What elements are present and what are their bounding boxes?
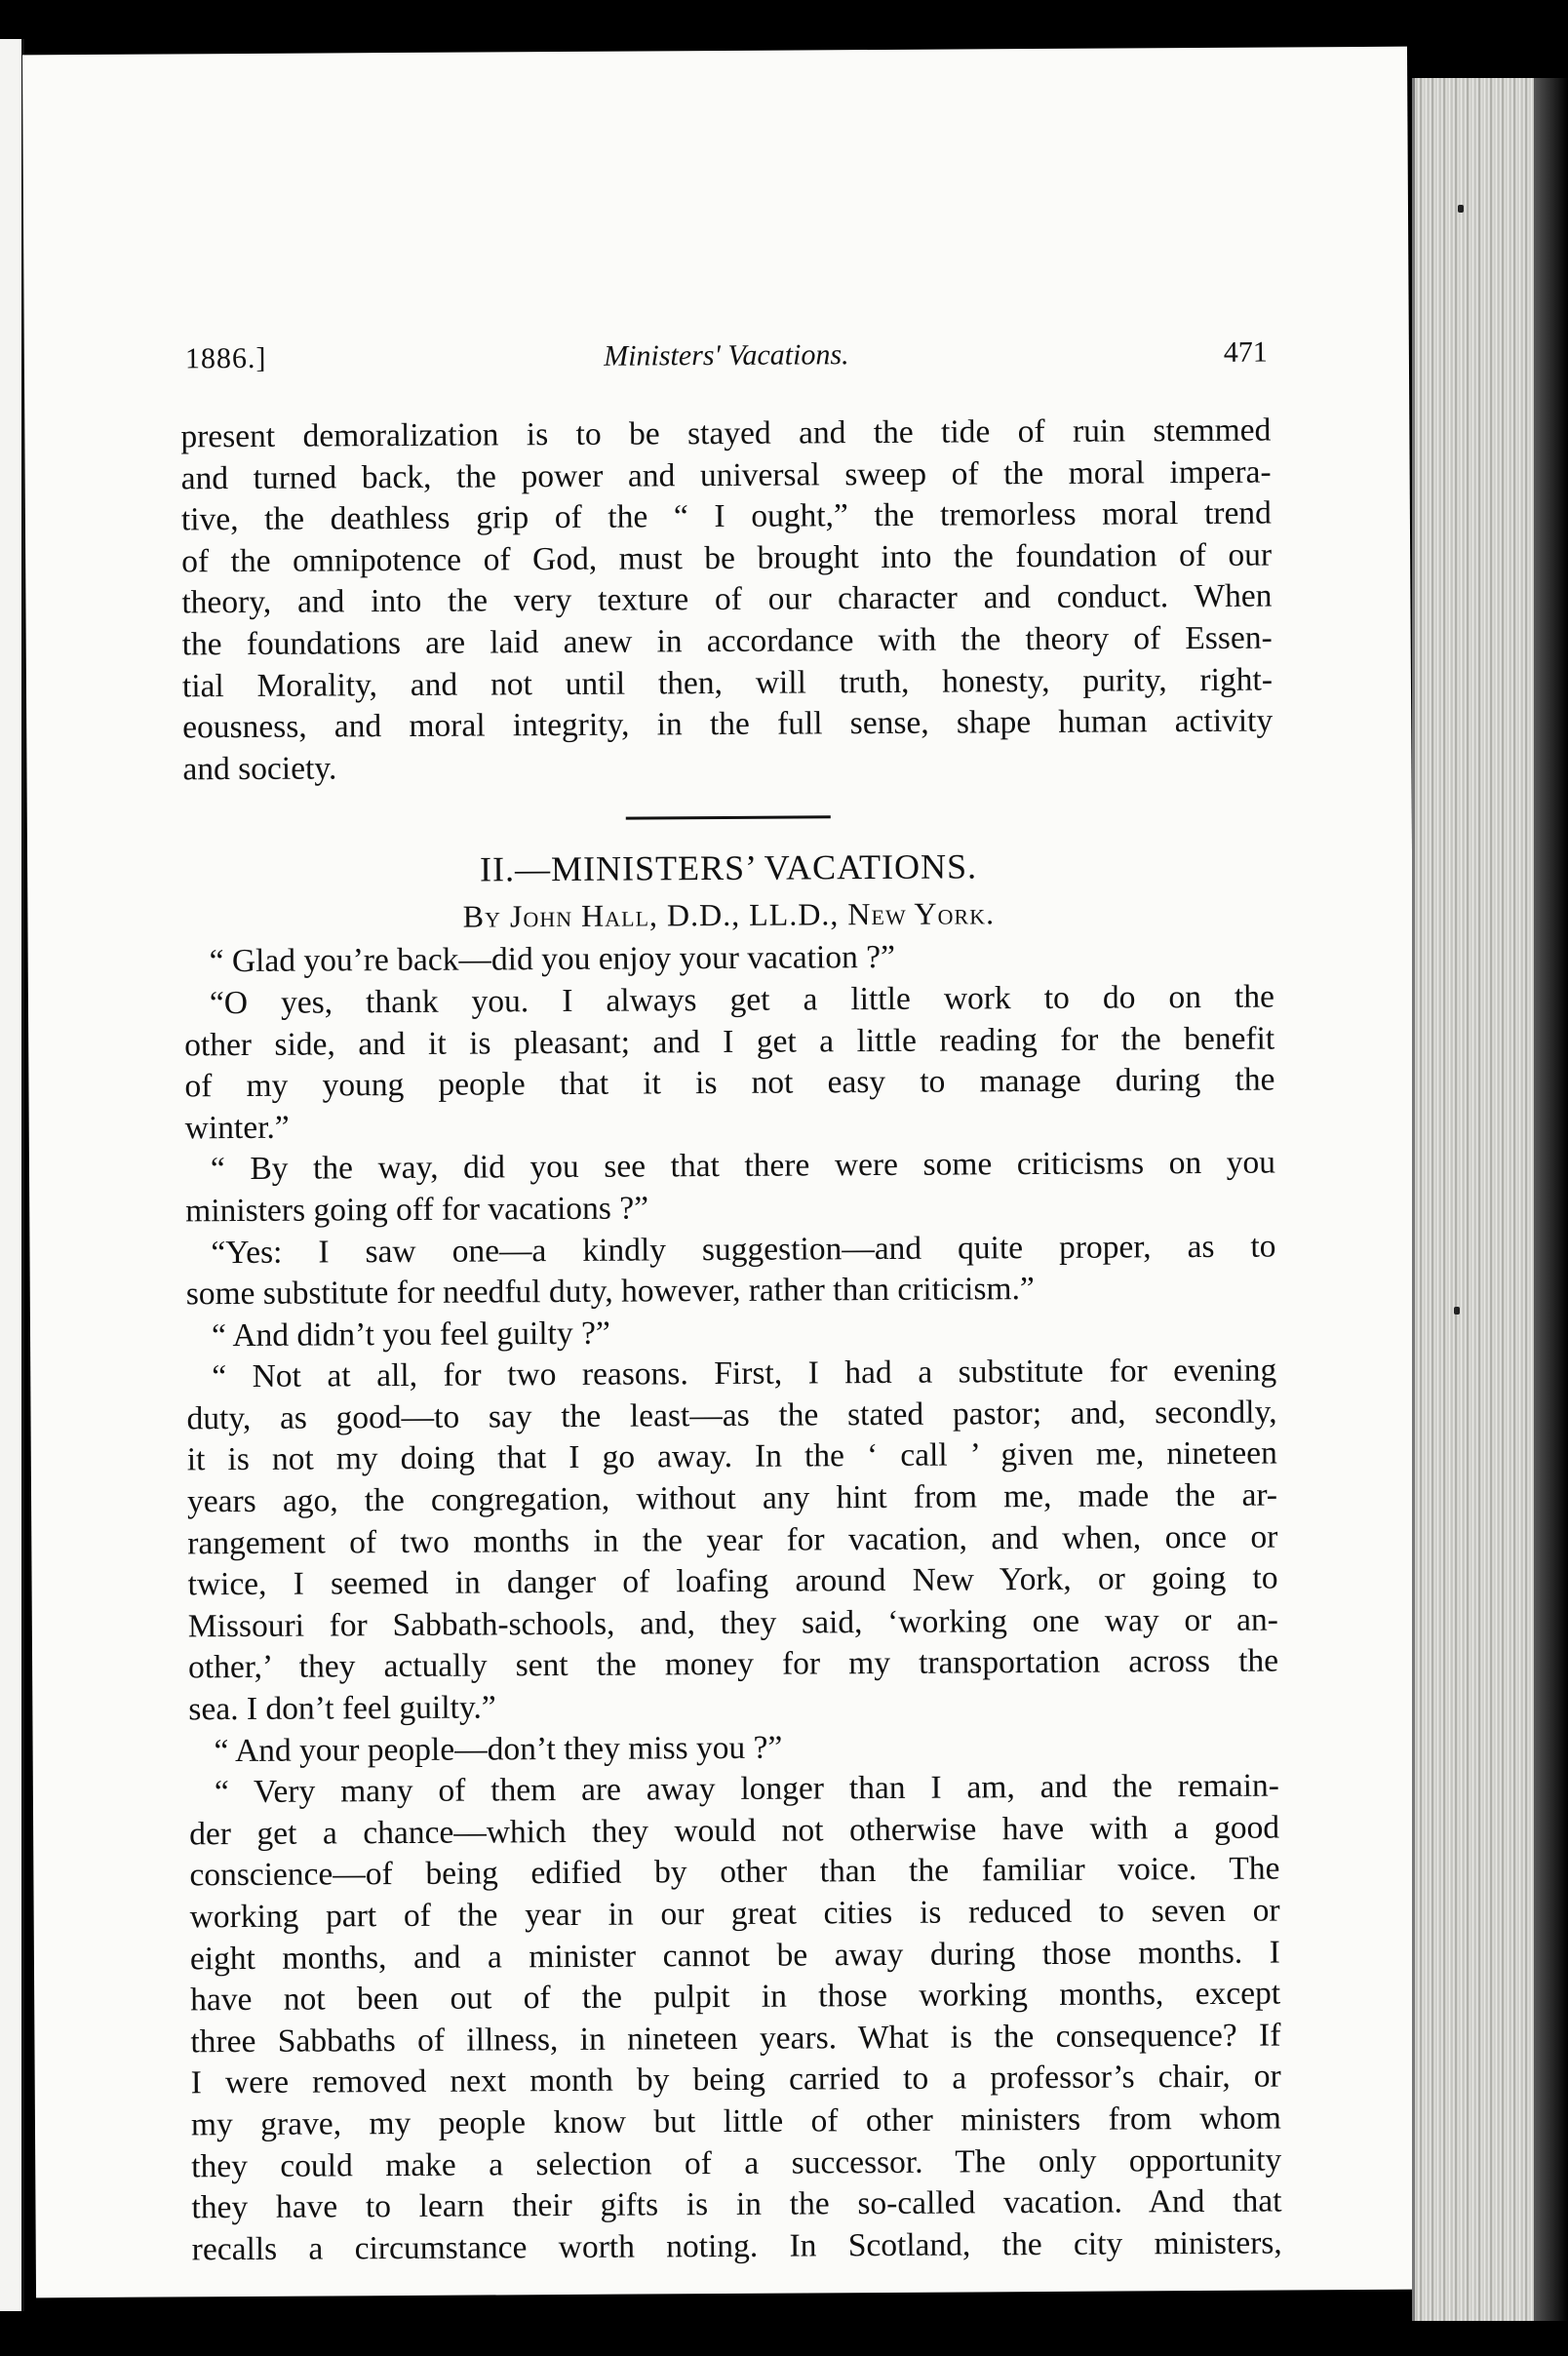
section-divider-rule (626, 816, 831, 820)
text-line: some substitute for needful duty, however, rather than criticism.” (185, 1271, 1035, 1313)
text-line: of the omnipotence of God, must be brought into the foundation of our (181, 536, 1273, 580)
edge-speck (1458, 205, 1464, 213)
text-line: “ And didn’t you feel guilty ?” (211, 1315, 610, 1354)
text-line: and turned back, the power and universal sweep of the moral impera- (180, 453, 1272, 496)
text-line: “ Very many of them are away longer than I am, and the remain- (214, 1767, 1279, 1811)
text-line: of my young people that it is not easy to manage during the (184, 1061, 1275, 1105)
book-page (22, 47, 1421, 2298)
text-line: “Yes: I saw one—a kindly suggestion—and quite proper, as to (211, 1228, 1276, 1271)
section-title: II.—MINISTERS’ VACATIONS. (479, 846, 978, 889)
text-line: ministers going off for vacations ?” (185, 1190, 649, 1230)
text-line: eight months, and a minister cannot be away during those months. I (189, 1934, 1281, 1977)
text-line: rangement of two months in the year for vacation, and when, once or (187, 1518, 1278, 1562)
text-line: working part of the year in our great cities is reduced to seven or (189, 1892, 1280, 1936)
text-line: “ Glad you’re back—did you enjoy your vacation ?” (209, 939, 896, 980)
text-line: recalls a circumstance worth noting. In Scotland, the city ministers, (191, 2224, 1282, 2268)
article-body (184, 935, 1282, 2271)
text-line: present demoralization is to be stayed and the tide of ruin stemmed (180, 412, 1272, 455)
page-edges-shadow (1534, 78, 1568, 2321)
text-line: twice, I seemed in danger of loafing around New York, or going to (187, 1559, 1278, 1603)
edge-speck (1454, 1307, 1460, 1315)
text-line: I were removed next month by being carried to a professor’s chair, or (190, 2058, 1281, 2101)
text-line: other side, and it is pleasant; and I get a little reading for the benefit (184, 1020, 1275, 1063)
text-line: three Sabbaths of illness, in nineteen years. What is the consequence? If (190, 2017, 1281, 2061)
running-head (185, 336, 1268, 390)
text-line: “ By the way, did you see that there were some criticisms on you (210, 1144, 1276, 1188)
text-line: “ And your people—don’t they miss you ?” (214, 1729, 783, 1769)
text-line: tive, the deathless grip of the “ I ought,” the tremorless moral trend (180, 494, 1272, 538)
page-number: 471 (1223, 335, 1268, 369)
text-line: “O yes, thank you. I always get a little work to do on the (209, 978, 1275, 1022)
running-head-title: Ministers' Vacations. (604, 338, 849, 373)
text-line: duty, as good—to say the least—as the stated pastor; and, secondly, (186, 1394, 1277, 1437)
page-text (180, 411, 1282, 2271)
text-line: Missouri for Sabbath-schools, and, they said, ‘working one way or an- (187, 1601, 1278, 1645)
text-line: der get a chance—which they would not otherwise have with a good (189, 1809, 1280, 1853)
text-line: they could make a selection of a successor. The only opportunity (191, 2141, 1282, 2184)
text-line: tial Morality, and not until then, will truth, honesty, purity, right- (181, 661, 1274, 704)
text-line: years ago, the congregation, without any hint from me, made the ar- (186, 1476, 1278, 1520)
text-line: “ Not at all, for two reasons. First, I had a substitute for evening (212, 1352, 1277, 1395)
text-line: other,’ they actually sent the money for my transportation across the (187, 1642, 1279, 1686)
continued-paragraph (180, 411, 1273, 791)
section-byline: By John Hall, D.D., LL.D., New York. (462, 895, 996, 934)
text-line: my grave, my people know but little of other ministers from whom (190, 2100, 1282, 2143)
text-line: have not been out of the pulpit in those working months, except (190, 1975, 1281, 2019)
text-line: the foundations are laid anew in accordance with the theory of Essen- (181, 619, 1273, 663)
text-line: winter.” (184, 1109, 290, 1147)
text-line: eousness, and moral integrity, in the full sense, shape human activity (182, 702, 1274, 746)
page-edges-stack (1412, 78, 1537, 2321)
running-head-year: 1886.] (184, 341, 267, 375)
text-line: conscience—of being edified by other than the familiar voice. The (189, 1850, 1280, 1894)
text-line: sea. I don’t feel guilty.” (188, 1689, 496, 1728)
facing-page-edge (0, 39, 24, 2311)
text-line: they have to learn their gifts is in the so-called vacation. And that (191, 2182, 1282, 2226)
text-line: theory, and into the very texture of our character and conduct. When (181, 577, 1273, 621)
text-line: and society. (182, 750, 337, 788)
text-line: it is not my doing that I go away. In the ‘ call ’ given me, nineteen (186, 1434, 1277, 1478)
